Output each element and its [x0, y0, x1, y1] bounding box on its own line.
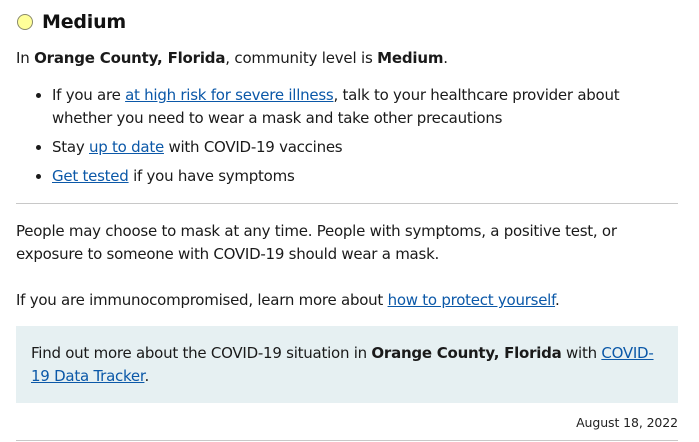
level-title: Medium [42, 11, 127, 33]
immuno-text-before: If you are immunocompromised, learn more about [16, 291, 388, 309]
rec-text-after: if you have symptoms [128, 167, 295, 185]
recommendations-list [16, 84, 676, 188]
community-level-header [16, 8, 126, 36]
immunocompromised-text [16, 289, 560, 311]
tracker-text-before: Find out more about the COVID-19 situation in [31, 344, 372, 362]
tracker-county-name: Orange County, Florida [371, 344, 562, 362]
recommendation-item-testing [16, 165, 676, 188]
level-name: Medium [377, 49, 444, 67]
community-level-intro [16, 47, 448, 69]
recommendation-item-high-risk [16, 84, 676, 130]
rec-text-after: , talk to your healthcare provider about whether you need to wear a mask and take other precautions [52, 86, 620, 127]
intro-prefix: In [16, 49, 35, 67]
covid-data-tracker-link[interactable]: COVID-19 Data Tracker [31, 344, 654, 385]
protect-yourself-link[interactable]: how to protect yourself [387, 291, 556, 309]
update-date: August 18, 2022 [576, 415, 678, 430]
rec-text-before: If you are [52, 86, 126, 104]
recommendation-item-vaccines [16, 136, 676, 159]
get-tested-link[interactable]: Get tested [52, 167, 129, 185]
intro-middle: , community level is [225, 49, 378, 67]
county-name: Orange County, Florida [34, 49, 226, 67]
rec-text-after: with COVID-19 vaccines [163, 138, 343, 156]
level-indicator-dot [17, 14, 33, 30]
bottom-divider [16, 440, 678, 441]
tracker-text-middle: with [561, 344, 602, 362]
mask-guidance-text: People may choose to mask at any time. People with symptoms, a positive test, or exposure to someone with COVID-19 should wear a mask. [16, 222, 617, 263]
data-tracker-callout [16, 326, 678, 403]
up-to-date-link[interactable]: up to date [89, 138, 164, 156]
section-divider [16, 203, 678, 204]
rec-text-before: Stay [52, 138, 89, 156]
immuno-text-after: . [555, 291, 560, 309]
intro-suffix: . [443, 49, 448, 67]
high-risk-link[interactable]: at high risk for severe illness [125, 86, 334, 104]
tracker-text-after: . [144, 367, 149, 385]
